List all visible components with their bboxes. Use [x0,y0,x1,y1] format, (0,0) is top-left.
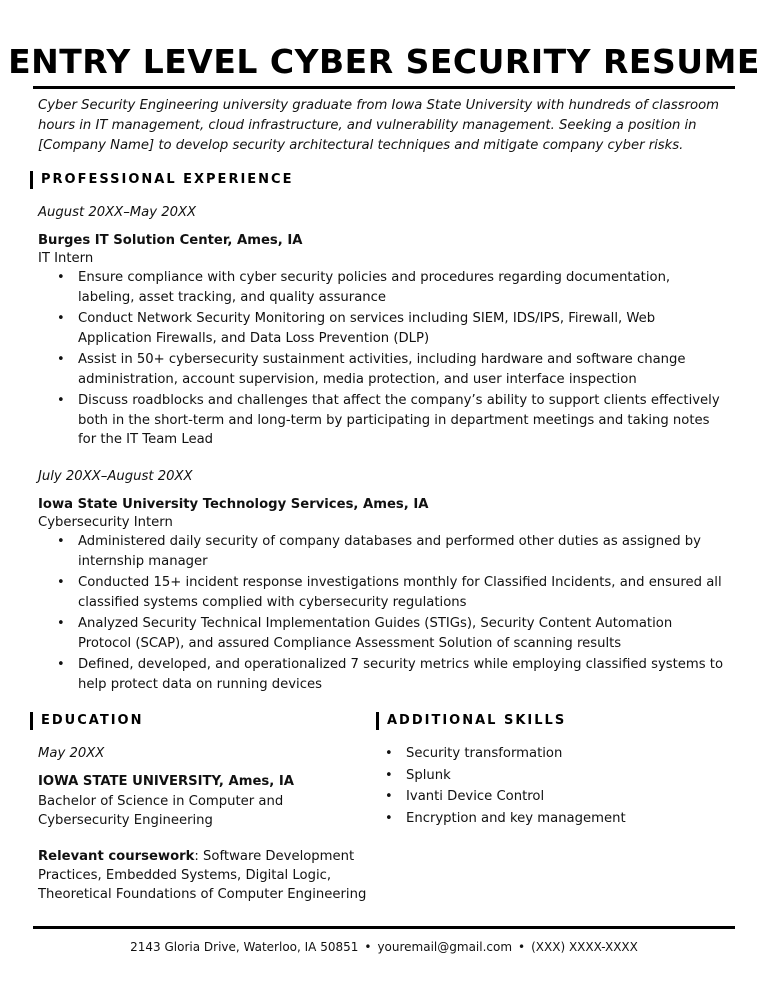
coursework-label: Relevant coursework [38,849,195,864]
list-item: • Defined, developed, and operationalized 7 security metrics while employing classified systems to help protect data on running devices [38,655,728,694]
contact-footer [0,938,768,956]
list-item: • Encryption and key management [366,809,726,829]
coursework-list: : Software Development Practices, Embedded Systems, Digital Logic, Theoretical Foundations of Computer Engineering [38,849,367,902]
education-heading: EDUCATION [30,712,143,730]
list-item: • Administered daily security of company databases and performed other duties as assigned by internship manager [38,532,728,571]
list-item: • Ensure compliance with cyber security policies and procedures regarding documentation, labeling, asset tracking, and quality assurance [38,268,728,307]
list-item: • Ivanti Device Control [366,787,726,807]
list-item: • Discuss roadblocks and challenges that affect the company’s ability to support clients effectively both in the short-term and long-term by participating in department meetings and taking notes for the IT Team Lead [38,391,728,450]
skills-list [366,744,726,830]
job-2-dates: July 20XX–August 20XX [38,469,193,484]
footer-divider [33,926,735,929]
education-degree: Bachelor of Science in Computer and Cybersecurity Engineering [38,794,284,828]
summary-paragraph: Cyber Security Engineering university graduate from Iowa State University with hundreds of classroom hours in IT management, cloud infrastructure, and vulnerability management. Seeking a position in [Company Name] to develop security architectural techniques and mitigate company cyber risks. [38,98,719,153]
list-item: • Analyzed Security Technical Implementation Guides (STIGs), Security Content Automation Protocol (SCAP), and assured Compliance Assessment Solution of scanning results [38,614,728,653]
list-item: • Security transformation [366,744,726,764]
contact-address: 2143 Gloria Drive, Waterloo, IA 50851 [130,940,359,954]
education-school: IOWA STATE UNIVERSITY, Ames, IA [38,774,294,789]
title-divider [33,86,735,89]
job-1-role: IT Intern [38,251,94,266]
skills-heading: ADDITIONAL SKILLS [376,712,566,730]
job-2-organization: Iowa State University Technology Services, Ames, IA [38,497,429,512]
job-2-bullets [38,532,728,696]
contact-phone: (XXX) XXXX-XXXX [531,940,638,954]
list-item: • Assist in 50+ cybersecurity sustainment activities, including hardware and software change administration, account supervision, media protection, and user interface inspection [38,350,728,389]
separator: • [518,940,526,954]
list-item: • Splunk [366,766,726,786]
job-2-role: Cybersecurity Intern [38,515,173,530]
resume-title: ENTRY LEVEL CYBER SECURITY RESUME [8,42,760,81]
job-1-organization: Burges IT Solution Center, Ames, IA [38,233,303,248]
education-date: May 20XX [38,746,105,761]
list-item: • Conduct Network Security Monitoring on services including SIEM, IDS/IPS, Firewall, Web Application Firewalls, and Data Loss Prevention (DLP) [38,309,728,348]
job-1-bullets [38,268,728,452]
job-1-dates: August 20XX–May 20XX [38,205,197,220]
experience-heading: PROFESSIONAL EXPERIENCE [30,171,293,189]
separator: • [364,940,372,954]
contact-email[interactable]: youremail@gmail.com [377,940,513,954]
education-coursework [38,847,373,904]
list-item: • Conducted 15+ incident response investigations monthly for Classified Incidents, and ensured all classified systems complied with cybersecurity regulations [38,573,728,612]
